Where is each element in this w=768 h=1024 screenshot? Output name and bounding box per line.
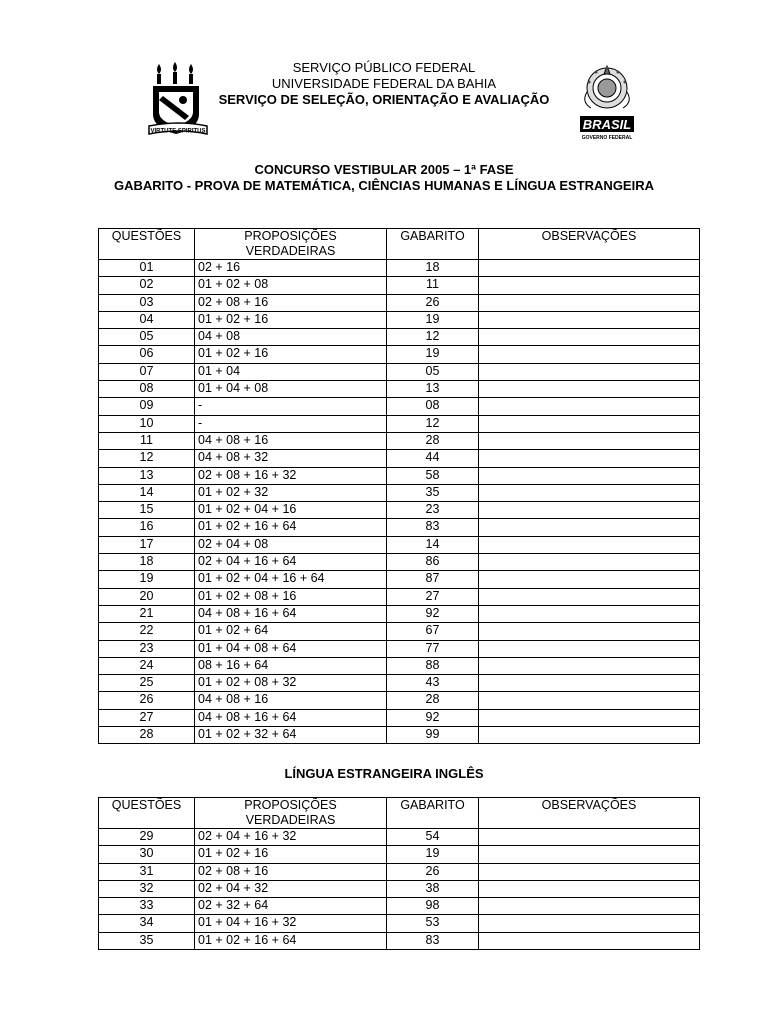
questao-cell: 29 [99, 829, 195, 846]
table-row [99, 709, 700, 726]
proposicoes-cell: 01 + 02 + 04 + 16 + 64 [195, 571, 387, 588]
table-row [99, 363, 700, 380]
questao-cell: 13 [99, 467, 195, 484]
gabarito-cell: 87 [387, 571, 479, 588]
col-header-observacoes: OBSERVAÇÕES [479, 798, 700, 829]
table-row [99, 675, 700, 692]
table-row [99, 415, 700, 432]
gabarito-cell: 44 [387, 450, 479, 467]
observacoes-cell [479, 363, 700, 380]
observacoes-cell [479, 675, 700, 692]
answer-key-table-main [98, 228, 700, 744]
gabarito-cell: 88 [387, 657, 479, 674]
observacoes-cell [479, 398, 700, 415]
table-row [99, 450, 700, 467]
ufba-motto: VIRTUTE SPIRITUS [150, 128, 206, 135]
gabarito-cell: 14 [387, 536, 479, 553]
observacoes-cell [479, 932, 700, 949]
gabarito-cell: 86 [387, 554, 479, 571]
governo-federal-text: GOVERNO FEDERAL [581, 135, 633, 141]
table-row [99, 588, 700, 605]
gabarito-cell: 27 [387, 588, 479, 605]
questao-cell: 05 [99, 329, 195, 346]
proposicoes-cell: 01 + 02 + 08 + 16 [195, 588, 387, 605]
table-row [99, 605, 700, 622]
observacoes-cell [479, 623, 700, 640]
proposicoes-cell: 01 + 02 + 08 [195, 277, 387, 294]
table-row [99, 432, 700, 449]
answer-key-table-ingles [98, 797, 700, 950]
questao-cell: 35 [99, 932, 195, 949]
observacoes-cell [479, 381, 700, 398]
observacoes-cell [479, 294, 700, 311]
observacoes-cell [479, 829, 700, 846]
table-row [99, 467, 700, 484]
observacoes-cell [479, 519, 700, 536]
proposicoes-cell: - [195, 398, 387, 415]
gabarito-cell: 19 [387, 311, 479, 328]
questao-cell: 23 [99, 640, 195, 657]
questao-cell: 31 [99, 863, 195, 880]
questao-cell: 32 [99, 880, 195, 897]
questao-cell: 11 [99, 432, 195, 449]
document-header [0, 60, 768, 108]
table-row [99, 915, 700, 932]
table-row [99, 571, 700, 588]
gabarito-cell: 19 [387, 846, 479, 863]
proposicoes-cell: 02 + 08 + 16 [195, 294, 387, 311]
questao-cell: 18 [99, 554, 195, 571]
observacoes-cell [479, 915, 700, 932]
proposicoes-cell: 01 + 02 + 16 [195, 846, 387, 863]
table-row [99, 898, 700, 915]
table-row [99, 554, 700, 571]
table-row [99, 519, 700, 536]
observacoes-cell [479, 260, 700, 277]
gabarito-cell: 99 [387, 727, 479, 744]
proposicoes-cell: 01 + 02 + 16 + 64 [195, 519, 387, 536]
gabarito-cell: 08 [387, 398, 479, 415]
table-row [99, 502, 700, 519]
questao-cell: 09 [99, 398, 195, 415]
gabarito-cell: 13 [387, 381, 479, 398]
observacoes-cell [479, 415, 700, 432]
observacoes-cell [479, 571, 700, 588]
table-row [99, 829, 700, 846]
table-row [99, 311, 700, 328]
observacoes-cell [479, 692, 700, 709]
observacoes-cell [479, 880, 700, 897]
questao-cell: 26 [99, 692, 195, 709]
proposicoes-cell: 02 + 16 [195, 260, 387, 277]
gabarito-cell: 23 [387, 502, 479, 519]
gabarito-cell: 38 [387, 880, 479, 897]
table-row [99, 329, 700, 346]
questao-cell: 02 [99, 277, 195, 294]
brasil-logo-text: BRASIL [582, 117, 632, 132]
gabarito-cell: 12 [387, 329, 479, 346]
proposicoes-cell: 04 + 08 + 16 + 64 [195, 709, 387, 726]
questao-cell: 15 [99, 502, 195, 519]
questao-cell: 01 [99, 260, 195, 277]
header-line-1: SERVIÇO PÚBLICO FEDERAL [292, 60, 476, 75]
observacoes-cell [479, 467, 700, 484]
observacoes-cell [479, 450, 700, 467]
observacoes-cell [479, 657, 700, 674]
questao-cell: 16 [99, 519, 195, 536]
proposicoes-cell: 01 + 02 + 16 [195, 311, 387, 328]
proposicoes-cell: 01 + 02 + 32 [195, 484, 387, 501]
observacoes-cell [479, 727, 700, 744]
observacoes-cell [479, 554, 700, 571]
questao-cell: 28 [99, 727, 195, 744]
gabarito-cell: 53 [387, 915, 479, 932]
proposicoes-cell: 04 + 08 [195, 329, 387, 346]
proposicoes-cell: 01 + 02 + 08 + 32 [195, 675, 387, 692]
title-line-1: CONCURSO VESTIBULAR 2005 – 1ª FASE [254, 162, 514, 177]
questao-cell: 04 [99, 311, 195, 328]
table-row [99, 381, 700, 398]
col-header-proposicoes: PROPOSIÇÕES VERDADEIRAS [195, 229, 387, 260]
gabarito-cell: 54 [387, 829, 479, 846]
title-line-2: GABARITO - PROVA DE MATEMÁTICA, CIÊNCIAS HUMANAS E LÍNGUA ESTRANGEIRA [114, 178, 654, 193]
observacoes-cell [479, 346, 700, 363]
observacoes-cell [479, 277, 700, 294]
table-header-row [99, 798, 700, 829]
proposicoes-cell: 01 + 02 + 16 + 64 [195, 932, 387, 949]
observacoes-cell [479, 640, 700, 657]
col-header-gabarito: GABARITO [387, 229, 479, 260]
observacoes-cell [479, 536, 700, 553]
gabarito-cell: 83 [387, 932, 479, 949]
observacoes-cell [479, 329, 700, 346]
table-row [99, 260, 700, 277]
proposicoes-cell: 01 + 04 [195, 363, 387, 380]
col-header-questoes: QUESTÕES [99, 798, 195, 829]
document-title [0, 162, 768, 194]
proposicoes-cell: 01 + 02 + 16 [195, 346, 387, 363]
questao-cell: 33 [99, 898, 195, 915]
table-row [99, 294, 700, 311]
questao-cell: 19 [99, 571, 195, 588]
observacoes-cell [479, 588, 700, 605]
table-row [99, 880, 700, 897]
proposicoes-cell: 01 + 04 + 08 + 64 [195, 640, 387, 657]
gabarito-cell: 28 [387, 692, 479, 709]
questao-cell: 20 [99, 588, 195, 605]
table-header-row [99, 229, 700, 260]
gabarito-cell: 26 [387, 863, 479, 880]
gabarito-cell: 92 [387, 605, 479, 622]
gabarito-cell: 11 [387, 277, 479, 294]
proposicoes-cell: 01 + 02 + 64 [195, 623, 387, 640]
proposicoes-cell: 08 + 16 + 64 [195, 657, 387, 674]
observacoes-cell [479, 863, 700, 880]
gabarito-cell: 67 [387, 623, 479, 640]
proposicoes-cell: 02 + 04 + 08 [195, 536, 387, 553]
proposicoes-cell: 04 + 08 + 16 [195, 432, 387, 449]
questao-cell: 25 [99, 675, 195, 692]
gabarito-cell: 12 [387, 415, 479, 432]
questao-cell: 14 [99, 484, 195, 501]
observacoes-cell [479, 605, 700, 622]
proposicoes-cell: 02 + 08 + 16 + 32 [195, 467, 387, 484]
questao-cell: 10 [99, 415, 195, 432]
observacoes-cell [479, 846, 700, 863]
proposicoes-cell: 04 + 08 + 32 [195, 450, 387, 467]
questao-cell: 08 [99, 381, 195, 398]
gabarito-cell: 26 [387, 294, 479, 311]
questao-cell: 12 [99, 450, 195, 467]
proposicoes-cell: 01 + 02 + 04 + 16 [195, 502, 387, 519]
proposicoes-cell: 02 + 04 + 32 [195, 880, 387, 897]
questao-cell: 27 [99, 709, 195, 726]
observacoes-cell [479, 484, 700, 501]
proposicoes-cell: 04 + 08 + 16 + 64 [195, 605, 387, 622]
observacoes-cell [479, 432, 700, 449]
table-row [99, 536, 700, 553]
header-line-3: SERVIÇO DE SELEÇÃO, ORIENTAÇÃO E AVALIAÇÃO [218, 92, 550, 107]
table-row [99, 692, 700, 709]
section-title-ingles: LÍNGUA ESTRANGEIRA INGLÊS [284, 766, 484, 781]
questao-cell: 03 [99, 294, 195, 311]
gabarito-cell: 98 [387, 898, 479, 915]
table-row [99, 932, 700, 949]
proposicoes-cell: - [195, 415, 387, 432]
gabarito-cell: 58 [387, 467, 479, 484]
questao-cell: 07 [99, 363, 195, 380]
col-header-proposicoes: PROPOSIÇÕES VERDADEIRAS [195, 798, 387, 829]
table-row [99, 484, 700, 501]
proposicoes-cell: 02 + 04 + 16 + 64 [195, 554, 387, 571]
observacoes-cell [479, 709, 700, 726]
questao-cell: 17 [99, 536, 195, 553]
proposicoes-cell: 02 + 32 + 64 [195, 898, 387, 915]
table-row [99, 398, 700, 415]
observacoes-cell [479, 311, 700, 328]
proposicoes-cell: 01 + 04 + 08 [195, 381, 387, 398]
gabarito-cell: 83 [387, 519, 479, 536]
questao-cell: 21 [99, 605, 195, 622]
gabarito-cell: 92 [387, 709, 479, 726]
header-line-2: UNIVERSIDADE FEDERAL DA BAHIA [271, 76, 497, 91]
proposicoes-cell: 02 + 04 + 16 + 32 [195, 829, 387, 846]
col-header-questoes: QUESTÕES [99, 229, 195, 260]
observacoes-cell [479, 898, 700, 915]
gabarito-cell: 35 [387, 484, 479, 501]
gabarito-cell: 43 [387, 675, 479, 692]
questao-cell: 30 [99, 846, 195, 863]
col-header-observacoes: OBSERVAÇÕES [479, 229, 700, 260]
gabarito-cell: 19 [387, 346, 479, 363]
questao-cell: 34 [99, 915, 195, 932]
gabarito-cell: 28 [387, 432, 479, 449]
gabarito-cell: 77 [387, 640, 479, 657]
col-header-gabarito: GABARITO [387, 798, 479, 829]
proposicoes-cell: 01 + 02 + 32 + 64 [195, 727, 387, 744]
table-row [99, 346, 700, 363]
questao-cell: 06 [99, 346, 195, 363]
gabarito-cell: 18 [387, 260, 479, 277]
table-row [99, 277, 700, 294]
proposicoes-cell: 02 + 08 + 16 [195, 863, 387, 880]
table-row [99, 863, 700, 880]
table-row [99, 727, 700, 744]
table-row [99, 623, 700, 640]
questao-cell: 24 [99, 657, 195, 674]
observacoes-cell [479, 502, 700, 519]
proposicoes-cell: 04 + 08 + 16 [195, 692, 387, 709]
table-row [99, 640, 700, 657]
table-row [99, 846, 700, 863]
questao-cell: 22 [99, 623, 195, 640]
proposicoes-cell: 01 + 04 + 16 + 32 [195, 915, 387, 932]
gabarito-cell: 05 [387, 363, 479, 380]
table-row [99, 657, 700, 674]
